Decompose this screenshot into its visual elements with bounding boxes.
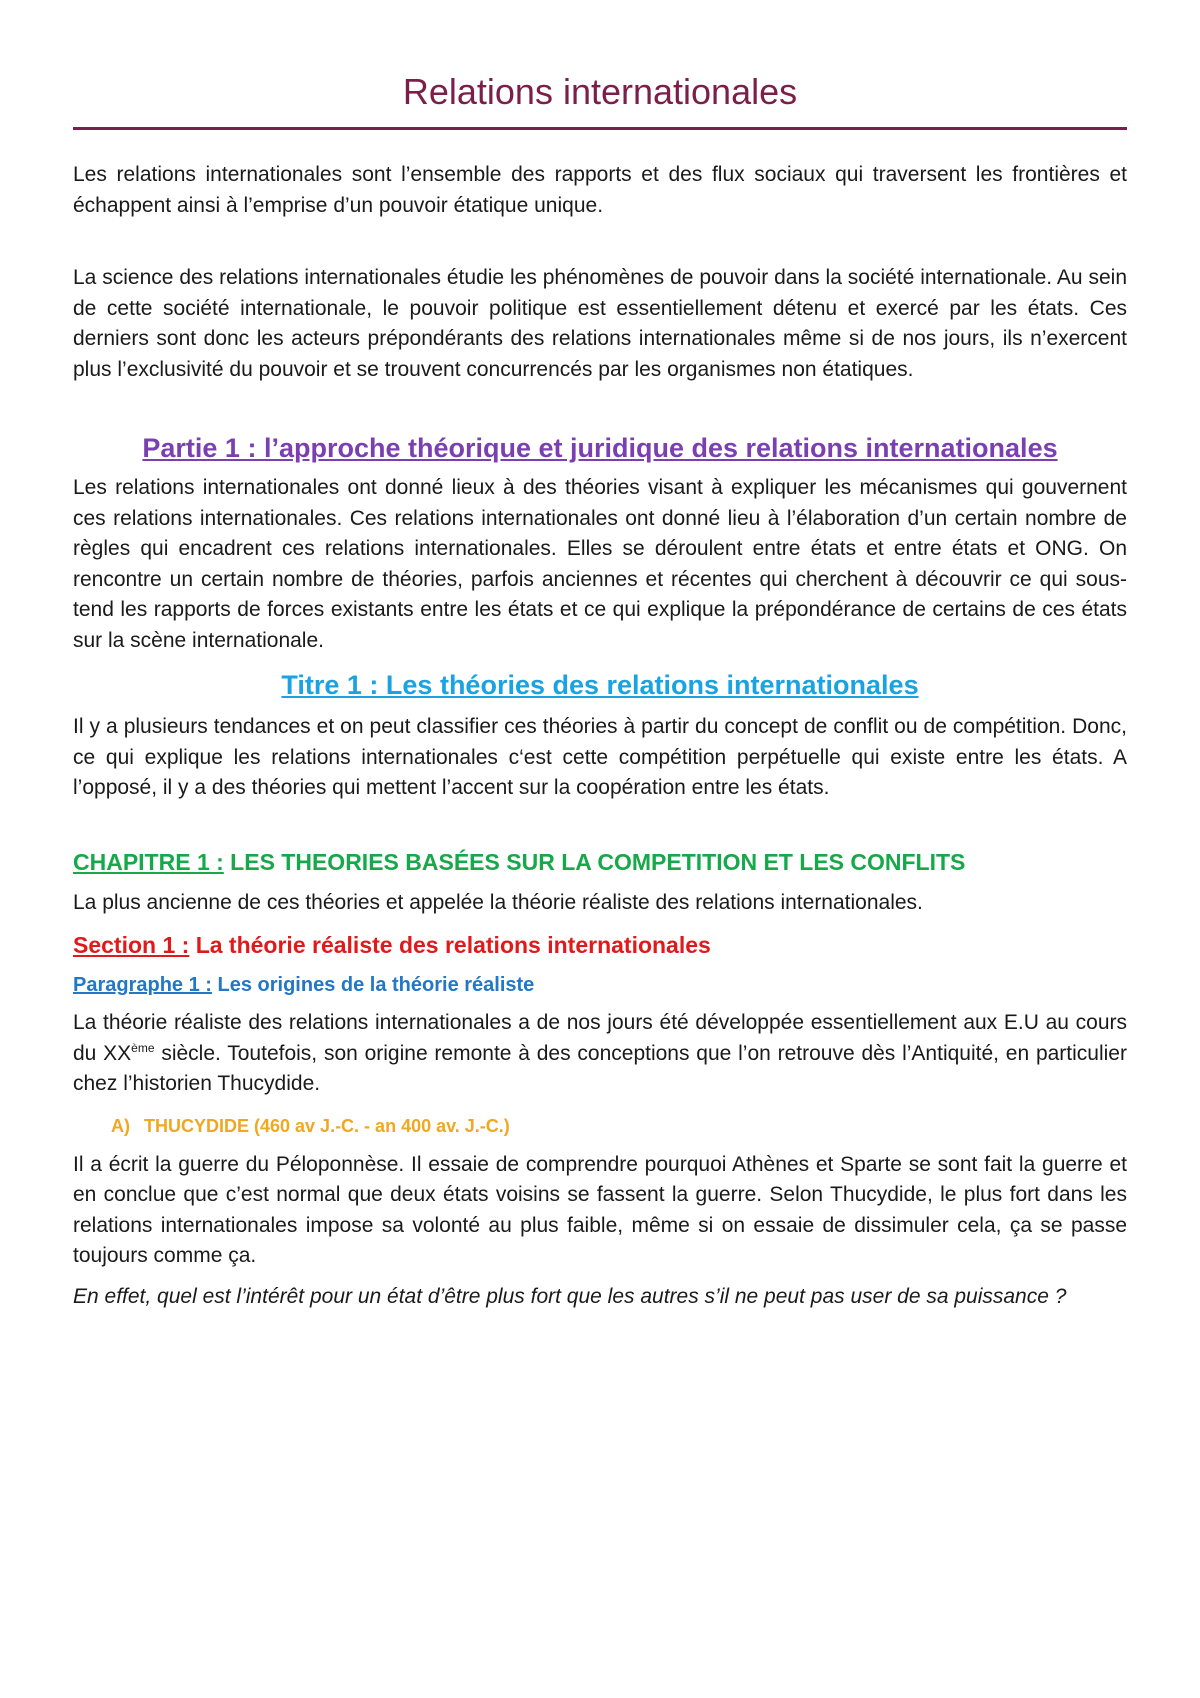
paragraphe-1-paragraph: [73, 1008, 1127, 1100]
sub-a-heading: [111, 1112, 1127, 1140]
chapitre-1-label: CHAPITRE 1 :: [73, 848, 224, 875]
document-title: Relations internationales: [402, 71, 798, 112]
chapitre-1-heading: [73, 844, 1127, 880]
partie-1-heading: [73, 429, 1127, 467]
sub-a-title: THUCYDIDE (460 av J.-C. - an 400 av. J.-C.): [144, 1115, 510, 1136]
sub-a-paragraph: Il a écrit la guerre du Péloponnèse. Il essaie de comprendre pourquoi Athènes et Sparte se sont fait la guerre et en conclue que c’est normal que deux états voisins se fassent la guerre. Selon Thucydide, le plus fort dans les relations internationales impose sa volonté au plus faible, même si on essaie de dissimuler cela, ça se passe toujours comme ça.: [73, 1152, 1127, 1267]
paragraphe-1-label: Paragraphe 1 :: [73, 974, 212, 996]
chapitre-1-paragraph: La plus ancienne de ces théories et appelée la théorie réaliste des relations internationales.: [73, 890, 923, 914]
section-1-title: La théorie réaliste des relations internationales: [189, 932, 711, 958]
paragraphe-1-title: Les origines de la théorie réaliste: [211, 974, 535, 996]
titre-1-paragraph: Il y a plusieurs tendances et on peut classifier ces théories à partir du concept de conflit ou de compétition. Donc, ce qui explique les relations internationales c‘est cette compétition perpétuelle qui existe entre les états. A l’opposé, il y a des théories qui mettent l’accent sur la coopération entre les états.: [73, 715, 1127, 799]
paragraphe-1-text-b: siècle. Toutefois, son origine remonte à des conceptions que l’on retrouve dès l’Antiquité, en particulier chez l’historien Thucydide.: [73, 1041, 1127, 1095]
paragraphe-1-text-a: La théorie réaliste des relations internationales a de nos jours été développée essentiellement aux E.U au cours du XX: [73, 1011, 1127, 1065]
title-divider: [73, 127, 1127, 130]
partie-1-paragraph: Les relations internationales ont donné lieux à des théories visant à expliquer les mécanismes qui gouvernent ces relations internationales. Ces relations internationales ont donné lieu à l’élaboration d’un certain nombre de règles qui encadrent ces relations internationales. Elles se déroulent entre états et entre états et ONG. On rencontre un certain nombre de théories, parfois anciennes et récentes qui cherchent à découvrir ce qui sous-tend les rapports de forces existants entre les états et ce qui explique la prépondérance de certains de ces états sur la scène internationale.: [73, 476, 1127, 652]
paragraphe-1-superscript: ème: [131, 1040, 155, 1055]
intro-paragraph-2: La science des relations internationales étudie les phénomènes de pouvoir dans la société internationale. Au sein de cette société internationale, le pouvoir politique est essentiellement détenu et exercé par les états. Ces derniers sont donc les acteurs prépondérants des relations internationales même si de nos jours, ils n’exercent plus l’exclusivité du pouvoir et se trouvent concurrencés par les organismes non étatiques.: [73, 266, 1127, 381]
section-1-label: Section 1 :: [73, 932, 190, 958]
paragraphe-1-heading: [73, 970, 1127, 1000]
chapitre-1-title: LES THEORIES BASÉES SUR LA COMPETITION ET LES CONFLITS: [223, 848, 966, 875]
section-1-heading: [73, 928, 1127, 962]
sub-a-marker: A): [111, 1115, 130, 1136]
sub-a-question: En effet, quel est l’intérêt pour un état d’être plus fort que les autres s’il ne peut pas user de sa puissance ?: [73, 1284, 1067, 1308]
intro-paragraph-1: Les relations internationales sont l’ensemble des rapports et des flux sociaux qui traversent les frontières et échappent ainsi à l’emprise d’un pouvoir étatique unique.: [73, 163, 1127, 217]
titre-1-heading: Titre 1 : Les théories des relations internationales: [281, 670, 919, 700]
partie-1-heading-text: Partie 1 : l’approche théorique et juridique des relations internationales: [142, 433, 1058, 463]
